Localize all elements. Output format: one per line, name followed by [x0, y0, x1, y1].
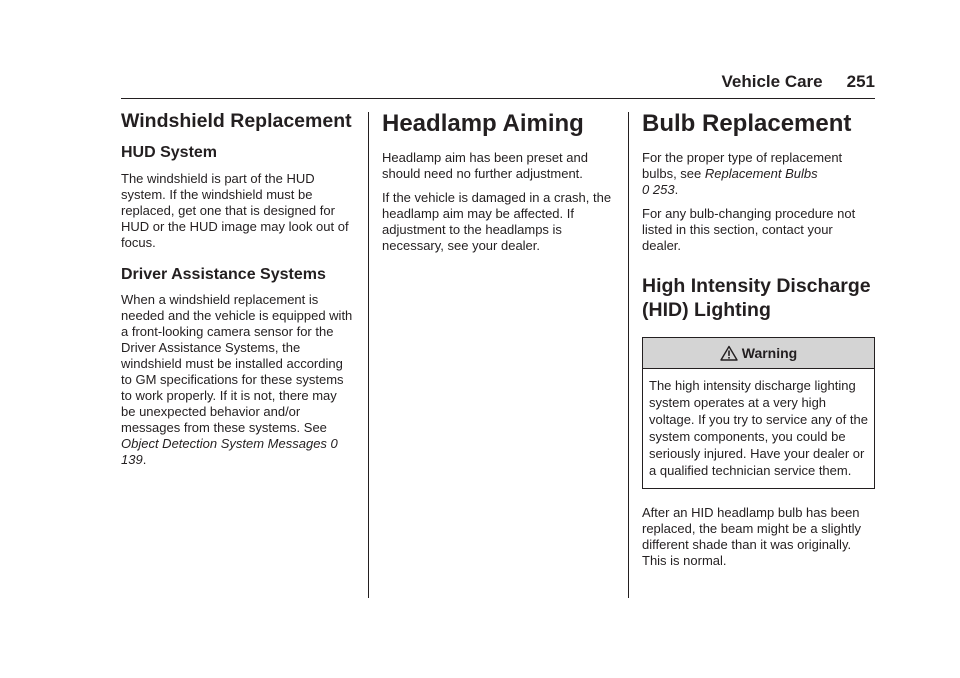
bulb-replacement-text-2: For any bulb-changing procedure not listed in this section, contact your dealer. — [642, 205, 856, 253]
windshield-replacement-heading: Windshield Replacement — [121, 110, 352, 132]
page-header — [121, 72, 875, 92]
page-ref-glyph: 0 — [642, 181, 650, 197]
warning-box — [642, 337, 875, 489]
page-number: 251 — [846, 72, 875, 91]
warning-text: The high intensity discharge lighting system operates at a very high voltage. If you try to service any of the system components, you could be seriously injured. Have your dealer or a qualified technician service them. — [649, 377, 868, 478]
hid-lighting-heading — [642, 274, 875, 323]
sentence-end: . — [142, 451, 147, 467]
driver-assistance-heading: Driver Assistance Systems — [121, 265, 326, 283]
hud-system-text: The windshield is part of the HUD system. If the windshield must be replaced, get one that is designed for HUD or the HUD image may look out of focus. — [121, 170, 349, 250]
headlamp-aiming-text-1: Headlamp aim has been preset and should need no further adjustment. — [382, 149, 588, 181]
warning-triangle-icon — [720, 341, 738, 371]
warning-header — [643, 338, 874, 369]
hud-system-heading: HUD System — [121, 144, 218, 162]
sentence-end: . — [674, 181, 679, 197]
driver-assistance-body: When a windshield replacement is needed and the vehicle is equipped with a front-looking camera sensor for the Driver Assistance Systems, the windshield must be installed according to GM specifications for these systems to work properly. If it is not, there may be unexpected behavior and/or messages from these systems. See — [121, 291, 353, 435]
hid-after-text: After an HID headlamp bulb has been replaced, the beam might be a slightly different shade than it was originally. This is normal. — [642, 504, 861, 568]
column-1 — [121, 110, 353, 476]
column-divider-1 — [368, 112, 369, 598]
warning-label: Warning — [741, 344, 798, 361]
replacement-bulbs-page-ref[interactable]: 253 — [652, 181, 675, 197]
page-ref-glyph: 0 — [330, 435, 338, 451]
driver-assistance-text — [121, 292, 353, 468]
hid-heading-line-2: (HID) Lighting — [642, 299, 771, 322]
hid-heading-line-1: High Intensity Discharge — [642, 274, 871, 297]
section-title: Vehicle Care — [721, 72, 823, 91]
bulb-replacement-text-1 — [642, 150, 875, 198]
object-detection-page-ref[interactable]: 139 — [121, 451, 143, 467]
bulb-replacement-body: For the proper type of replacement bulbs, see — [642, 149, 843, 181]
headlamp-aiming-heading: Headlamp Aiming — [382, 110, 584, 137]
object-detection-link[interactable]: Object Detection System Messages — [121, 435, 327, 451]
headlamp-aiming-text-2: If the vehicle is damaged in a crash, the headlamp aim may be affected. If adjustment to the headlamps is necessary, see your dealer. — [382, 189, 612, 253]
column-2 — [382, 110, 614, 262]
header-rule — [121, 98, 875, 99]
replacement-bulbs-link[interactable]: Replacement Bulbs — [704, 165, 818, 181]
bulb-replacement-heading: Bulb Replacement — [642, 110, 852, 137]
column-divider-2 — [628, 112, 629, 598]
column-3 — [642, 110, 875, 577]
